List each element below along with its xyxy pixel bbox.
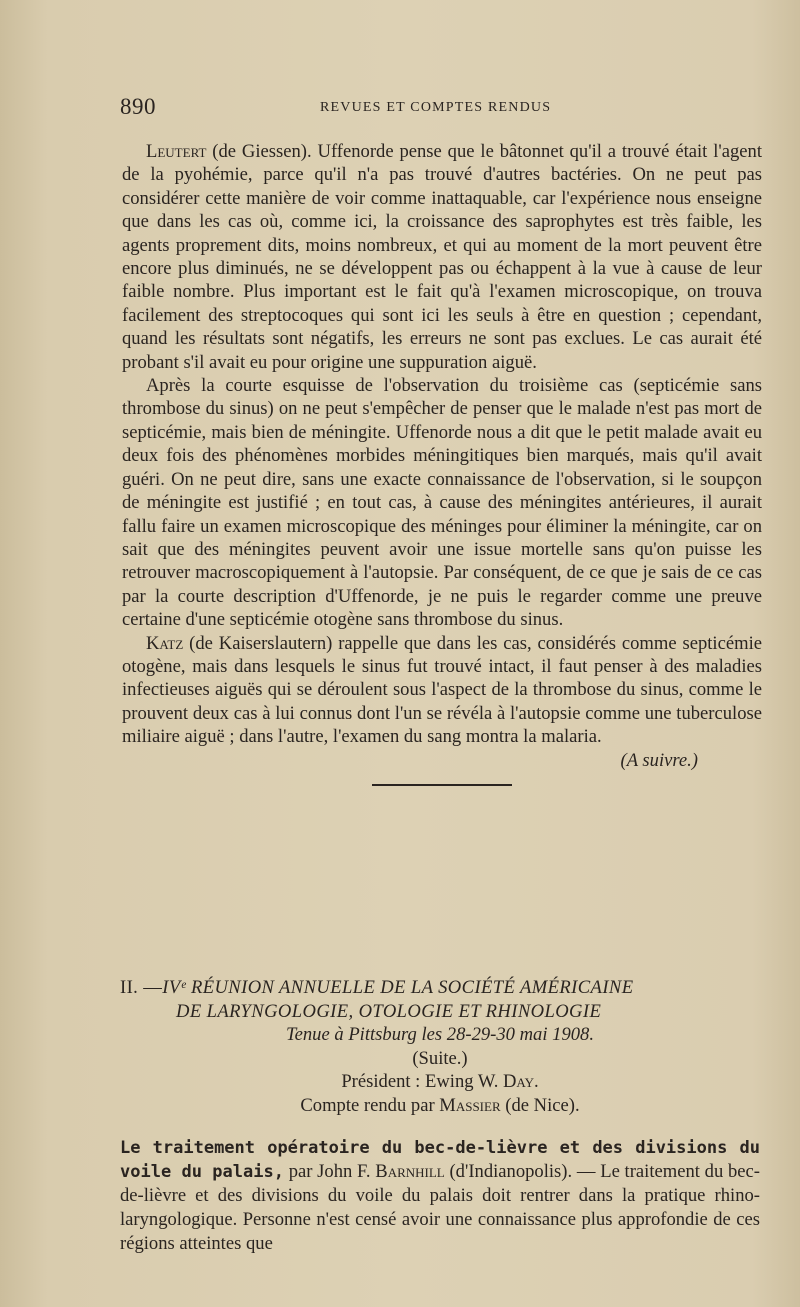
section-title [120, 976, 760, 1000]
section-title-line2-wrap [120, 1000, 760, 1024]
report-place: (de Nice). [500, 1094, 580, 1116]
paragraph-katz-text: (de Kaiserslautern) rappelle que dans les cas, considérés comme septicémie otogène, mais dans lesquels le sinus fut trouvé intact, il faut penser à des maladies infectieuses aiguës qui se déroulent sous l'aspect de la thrombose du sinus, comme le prouvent deux cas à lui connus dont l'un se révéla à l'autopsie comme une tuberculose miliaire aiguë ; dans l'autre, l'examen du sang montra la malaria. [122, 632, 762, 748]
suite-label: (Suite.) [412, 1047, 468, 1069]
president-label: Président : Ewing W. [341, 1071, 503, 1093]
article-author-prefix: par John F. [283, 1161, 376, 1182]
author-name-katz: Katz [146, 632, 184, 654]
report-line [120, 1094, 760, 1118]
page-header [120, 94, 760, 124]
page-number: 890 [120, 94, 156, 119]
section-header [120, 976, 760, 1118]
running-title: REVUES ET COMPTES RENDUS [320, 100, 552, 115]
paragraph-leutert-text: (de Giessen). Uffenorde pense que le bâtonnet qu'il a trouvé était l'agent de la pyohémie, parce qu'il n'a pas trouvé d'autres bactéries. On ne peut pas considérer cette manière de voir comme inattaquable, car l'expérience nous enseigne que dans les cas où, comme ici, la croissance des saprophytes est très faible, les agents proprement dits, moins nombreux, et qui au moment de la mort peuvent être encore plus diminués, ne se développent pas ou échappent à la vue à cause de leur faible nombre. Plus important est le fait qu'à l'examen microscopique, on trouva facilement des streptocoques qui sont ici les seuls à être en question ; cependant, quand les résultats sont négatifs, les erreurs ne sont pas exclues. Le cas aurait été probant s'il avait eu pour origine une suppuration aiguë. [122, 141, 762, 373]
paragraph-katz [122, 632, 762, 749]
a-suivre: (A suivre.) [620, 749, 698, 771]
meeting-dates: Tenue à Pittsburg les 28-29-30 mai 1908. [286, 1024, 594, 1046]
paragraph-leutert [122, 140, 762, 374]
section-number: II. — [120, 977, 163, 998]
article-text: (d'Indianopolis). — Le traitement du bec-de-lièvre et des divisions du voile du palais doit rentrer dans la pratique rhino-laryngologique. Personne n'est censé avoir une connaissance plus approfondie de ces régions atteintes que [120, 1161, 761, 1254]
author-name-leutert: Leutert [146, 141, 207, 162]
main-text [122, 140, 762, 786]
section-title-line1: IVᵉ RÉUNION ANNUELLE DE LA SOCIÉTÉ AMÉRICAINE [162, 977, 634, 998]
president-line [120, 1070, 760, 1094]
president-name: Day [503, 1071, 535, 1093]
report-label: Compte rendu par [300, 1094, 440, 1116]
section-divider [372, 784, 512, 786]
paragraph-septicemie: Après la courte esquisse de l'observation du troisième cas (septicémie sans thrombose du sinus) on ne peut s'empêcher de penser que le malade n'est pas mort de septicémie, mais bien de méningite. Uffenorde nous a dit que le petit malade avait eu deux fois des phénomènes morbides méningitiques bien marqués, mais qu'il avait guéri. On ne peut dire, sans une exacte connaissance de l'observation, si le soupçon de méningite est justifié ; en tout cas, à cause des méningites antérieures, il aurait fallu faire un examen microscopique des méninges pour éliminer la méningite, car on sait que des méningites peuvent avoir une issue mortelle sans qu'on puisse les retrouver macroscopiquement à l'autopsie. Par conséquent, de ce que je sais de ce cas par la courte description d'Uffenorde, je ne puis le regarder comme une preuve certaine d'une septicémie otogène sans thrombose du sinus. [122, 375, 762, 631]
report-name: Massier [439, 1094, 501, 1116]
section-title-line2: DE LARYNGOLOGIE, OTOLOGIE ET RHINOLOGIE [176, 1000, 602, 1022]
president-end: . [534, 1071, 539, 1093]
continuation-line [122, 749, 762, 772]
article-bec-de-lievre [120, 1136, 760, 1256]
article-author-name: Barnhill [375, 1161, 445, 1182]
article-heading: Le traitement opératoire du bec-de-lièvre et des divisions du voile du palais, [120, 1138, 760, 1182]
